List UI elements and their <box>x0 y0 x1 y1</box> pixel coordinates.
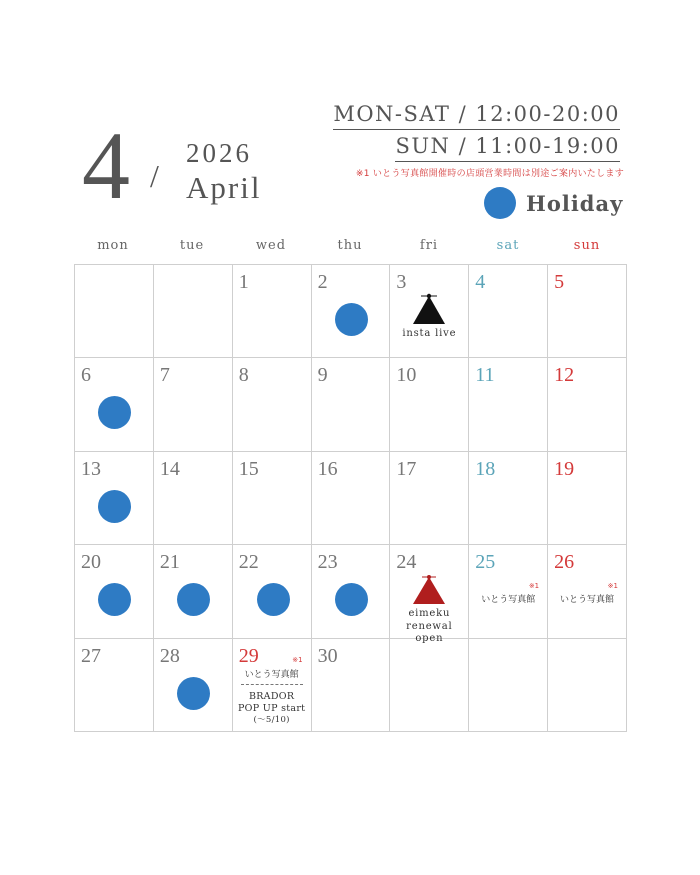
empty-cell <box>154 265 233 358</box>
day-cell-9 <box>312 358 391 451</box>
day-cell-26 <box>548 545 627 638</box>
weekday-hours: MON-SAT / 12:00-20:00 <box>333 104 620 130</box>
holiday-dot-icon <box>335 583 368 616</box>
empty-cell <box>469 639 548 732</box>
day-cell-12 <box>548 358 627 451</box>
day-cell-5 <box>548 265 627 358</box>
day-number: 19 <box>554 457 575 480</box>
day-number: 23 <box>317 551 338 574</box>
day-cell-15 <box>233 452 312 545</box>
brador-event-text <box>233 691 311 727</box>
day-number: 26 <box>554 551 575 574</box>
day-cell-17 <box>390 452 469 545</box>
ito-studio-text: いとう写真館 <box>481 595 536 606</box>
day-number: 7 <box>159 364 170 387</box>
day-number: 27 <box>81 644 101 667</box>
day-cell-1 <box>233 265 312 358</box>
day-cell-24 <box>390 545 469 645</box>
holiday-dot-icon <box>98 490 131 523</box>
day-cell-22 <box>233 545 312 638</box>
day-cell-7 <box>154 358 233 451</box>
date-separator: / <box>150 158 159 194</box>
empty-cell <box>390 639 469 732</box>
empty-cell <box>548 639 627 732</box>
day-number: 17 <box>396 457 417 480</box>
day-number: 22 <box>238 551 259 574</box>
holiday-dot-icon <box>177 583 210 616</box>
day-cell-8 <box>233 358 312 451</box>
day-number: 5 <box>554 271 565 293</box>
day-cell-21 <box>154 545 233 638</box>
hours-note: ※1 いとう写真館開催時の店頭営業時間は別途ご案内いたします <box>355 169 624 179</box>
holiday-dot-icon <box>335 303 368 336</box>
weekday-mon: mon <box>97 238 129 253</box>
day-cell-23 <box>312 545 391 638</box>
day-number: 21 <box>159 551 180 574</box>
day-number: 30 <box>317 644 338 667</box>
day-number: 18 <box>475 457 496 480</box>
year-label: 2026 <box>186 138 252 168</box>
weekday-sun: sun <box>573 238 601 253</box>
note-mark: ※1 <box>607 582 618 591</box>
day-number: 6 <box>81 364 91 387</box>
weekday-fri: fri <box>419 238 439 253</box>
eimeku-line-1: eimeku <box>408 608 451 620</box>
month-number: 4 <box>82 112 130 219</box>
day-cell-2 <box>312 265 391 358</box>
day-number: 10 <box>396 364 417 387</box>
holiday-dot-icon <box>98 583 131 616</box>
day-cell-16 <box>312 452 391 545</box>
brador-line-2: POP UP start <box>237 702 306 714</box>
day-cell-10 <box>390 358 469 451</box>
day-number: 15 <box>238 457 259 480</box>
holiday-legend-label: Holiday <box>526 190 624 216</box>
day-number: 2 <box>317 271 328 293</box>
holiday-dot-icon <box>257 583 290 616</box>
day-number: 29 <box>238 644 259 667</box>
day-cell-20 <box>75 545 154 638</box>
day-number: 25 <box>475 551 496 574</box>
brador-line-3: (～5/10) <box>253 715 290 726</box>
day-number: 11 <box>475 364 495 387</box>
ito-studio-text: いとう写真館 <box>244 669 299 680</box>
brador-line-1: BRADOR <box>248 690 295 702</box>
day-number: 3 <box>396 271 407 293</box>
day-cell-11 <box>469 358 548 451</box>
day-cell-25 <box>469 545 548 638</box>
day-cell-13 <box>75 452 154 545</box>
day-number: 12 <box>554 364 575 387</box>
day-cell-29 <box>233 639 312 732</box>
dashed-divider <box>241 684 303 685</box>
day-cell-27 <box>75 639 154 732</box>
day-number: 24 <box>396 551 417 574</box>
day-cell-28 <box>154 639 233 732</box>
day-cell-4 <box>469 265 548 358</box>
day-number: 14 <box>159 457 180 480</box>
month-name: April <box>186 170 262 205</box>
day-number: 28 <box>159 644 180 667</box>
weekday-tue: tue <box>179 238 205 253</box>
holiday-dot-icon <box>177 677 210 710</box>
mountain-red-icon <box>412 573 446 607</box>
calendar-grid <box>74 264 627 732</box>
day-cell-30 <box>312 639 391 732</box>
day-cell-14 <box>154 452 233 545</box>
holiday-dot-icon <box>98 396 131 429</box>
day-number: 8 <box>238 364 249 387</box>
day-number: 4 <box>475 271 486 293</box>
weekday-wed: wed <box>255 238 287 253</box>
note-mark: ※1 <box>292 655 303 664</box>
day-cell-19 <box>548 452 627 545</box>
day-number: 20 <box>81 551 101 574</box>
day-number: 9 <box>317 364 328 387</box>
weekday-thu: thu <box>337 238 363 253</box>
holiday-legend <box>484 187 623 219</box>
note-mark: ※1 <box>528 582 540 591</box>
mountain-black-icon <box>412 293 446 327</box>
insta-live-text: insta live <box>402 328 457 339</box>
day-number: 13 <box>81 457 101 480</box>
weekday-sat: sat <box>496 238 520 253</box>
day-cell-18 <box>469 452 548 545</box>
empty-cell <box>75 265 154 358</box>
day-cell-6 <box>75 358 154 451</box>
sunday-hours: SUN / 11:00-19:00 <box>395 136 620 162</box>
eimeku-line-2: renewal open <box>406 620 453 645</box>
ito-studio-text: いとう写真館 <box>560 595 615 606</box>
day-cell-3 <box>390 265 469 358</box>
day-number: 16 <box>317 457 338 480</box>
day-number: 1 <box>238 271 249 293</box>
holiday-dot-icon <box>484 187 516 219</box>
